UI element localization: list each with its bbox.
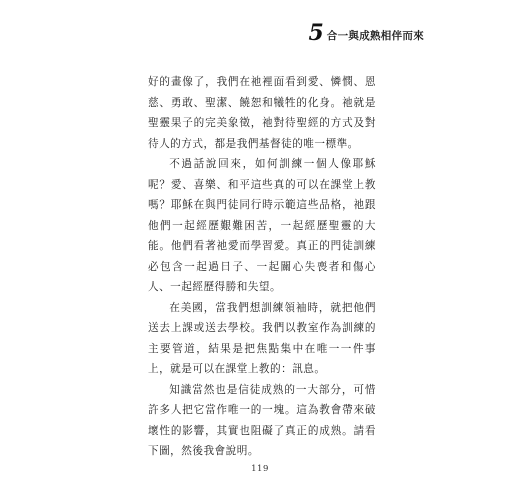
page-number: 119 [251, 464, 269, 474]
running-header [308, 22, 424, 44]
paragraph-3: 在美國，當我們想訓練領袖時，就把他們送去上課或送去學校。我們以教室作為訓練的主要管道，結果是把焦點集中在唯一一件事上，就是可以在課堂上教的：訊息。 [148, 301, 376, 375]
paragraph-2: 不過話說回來，如何訓練一個人像耶穌呢？愛、喜樂、和平這些真的可以在課堂上教嗎？耶穌在與門徒同行時示範這些品格，祂跟他們一起經歷艱難困苦，一起經歷聖靈的大能。他們看著祂愛而學習愛。真正的門徒訓練必包含一起過日子、一起關心失喪者和傷心人、一起經歷得勝和失望。 [148, 158, 376, 293]
chapter-title: 合一與成熟相伴而來 [326, 30, 424, 42]
body-text [148, 72, 376, 462]
paragraph-4: 知識當然也是信徒成熟的一大部分，可惜許多人把它當作唯一的一塊。這為教會帶來破壞性的影響，其實也阻礙了真正的成熟。請看下圖，然後我會說明。 [148, 383, 376, 457]
chapter-number: 5 [308, 20, 324, 46]
paragraph-1: 好的畫像了，我們在祂裡面看到愛、憐憫、恩慈、勇敢、聖潔、饒恕和犧牲的化身。祂就是聖靈果子的完美象徵，祂對待聖經的方式及對待人的方式，都是我們基督徒的唯一標準。 [148, 76, 376, 150]
